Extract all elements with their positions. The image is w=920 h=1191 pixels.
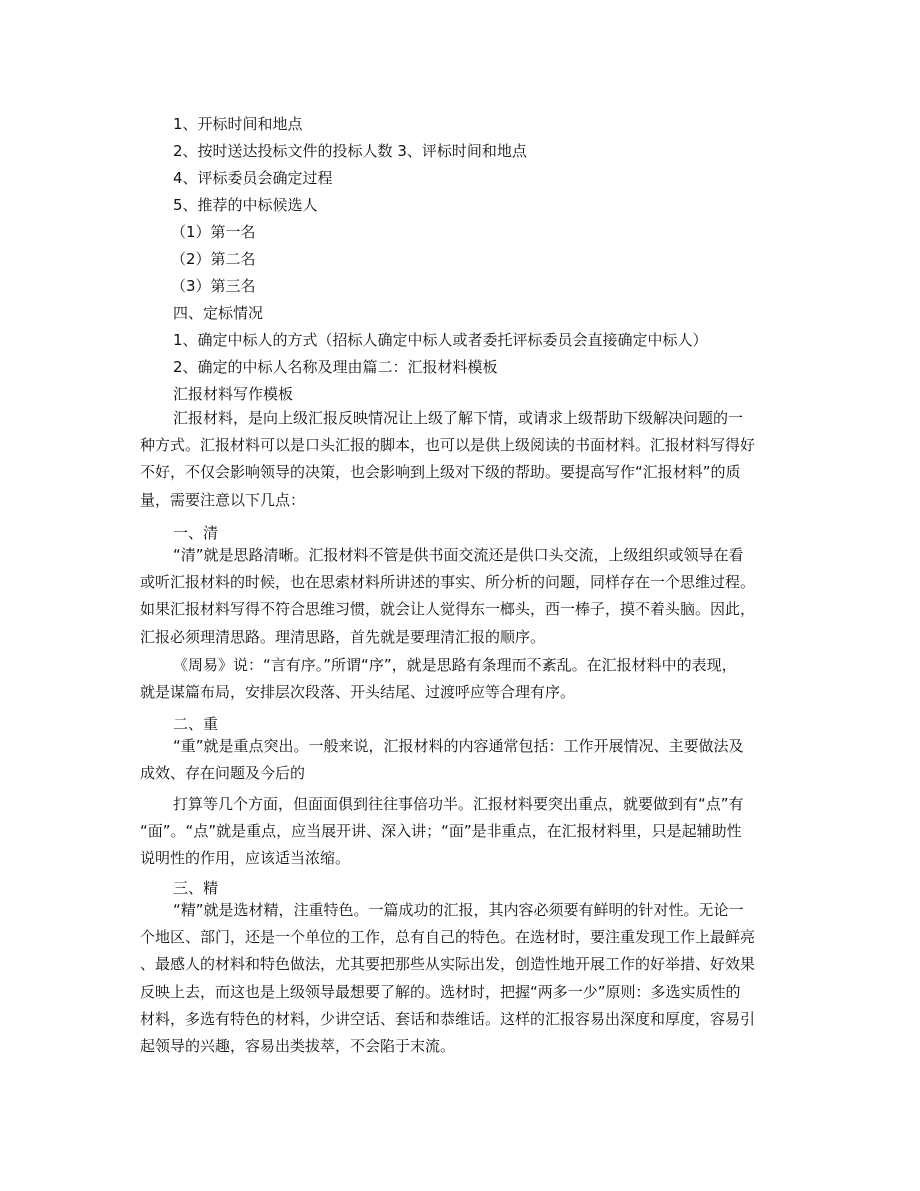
section-heading: 四、定标情况 xyxy=(173,304,264,322)
paragraph-line: 个地区、部门，还是一个单位的工作，总有自己的特色。在选材时，要注重发现工作上最鲜亮 xyxy=(140,928,756,947)
list-item: 2、确定的中标人名称及理由篇二：汇报材料模板 xyxy=(173,358,498,376)
paragraph-line: 如果汇报材料写得不符合思维习惯，就会让人觉得东一榔头，西一棒子，摸不着头脑。因此， xyxy=(140,600,756,619)
paragraph-line: “精”就是选材精，注重特色。一篇成功的汇报，其内容必须要有鲜明的针对性。无论一 xyxy=(173,901,744,919)
paragraph-line: 打算等几个方面，但面面俱到往往事倍功半。汇报材料要突出重点，就要做到有“点”有 xyxy=(173,795,744,813)
paragraph-line: 汇报材料，是向上级汇报反映情况让上级了解下情，或请求上级帮助下级解决问题的一 xyxy=(173,409,744,427)
paragraph-line: 、最感人的材料和特色做法，尤其要把那些从实际出发，创造性地开展工作的好举措、好效果 xyxy=(140,955,756,974)
section3-paragraph-1 xyxy=(140,897,790,1060)
list-item: 5、推荐的中标候选人 xyxy=(173,196,318,214)
intro-paragraph xyxy=(140,405,790,514)
section1-paragraph-2 xyxy=(140,652,790,706)
list-item: （1）第一名 xyxy=(171,223,256,241)
paragraph-line: 《周易》说：“言有序。”所谓“序”，就是思路有条理而不紊乱。在汇报材料中的表现， xyxy=(173,656,737,674)
section2-paragraph-2 xyxy=(140,791,790,873)
paragraph-line: “面”。“点”就是重点，应当展开讲、深入讲；“面”是非重点，在汇报材料里，只是起辅助性 xyxy=(140,822,742,841)
section2-paragraph-1 xyxy=(140,733,790,787)
paragraph-line: 或听汇报材料的时候，也在思索材料所讲述的事实、所分析的问题，同样存在一个思维过程。 xyxy=(140,573,756,592)
paragraph-line: 起领导的兴趣，容易出类拔萃，不会陷于末流。 xyxy=(140,1037,456,1056)
document-subtitle: 汇报材料写作模板 xyxy=(173,385,294,403)
paragraph-line: 材料，多选有特色的材料，少讲空话、套话和恭维话。这样的汇报容易出深度和厚度，容易引 xyxy=(140,1009,756,1028)
section-title: 三、精 xyxy=(173,879,219,897)
paragraph-line: “清”就是思路清晰。汇报材料不管是供书面交流还是供口头交流，上级组织或领导在看 xyxy=(173,546,744,564)
list-item: 2、按时送达投标文件的投标人数 3、评标时间和地点 xyxy=(173,142,527,160)
paragraph-line: 反映上去，而这也是上级领导最想要了解的。选材时，把握“两多一少”原则：多选实质性的 xyxy=(140,982,741,1001)
paragraph-line: 说明性的作用，应该适当浓缩。 xyxy=(140,849,351,868)
paragraph-line: 不好，不仅会影响领导的决策，也会影响到上级对下级的帮助。要提高写作“汇报材料”的质 xyxy=(140,463,741,482)
paragraph-line: 成效、存在问题及今后的 xyxy=(140,764,306,783)
section-title: 一、清 xyxy=(173,524,219,542)
section-title: 二、重 xyxy=(173,715,219,733)
list-item: 1、开标时间和地点 xyxy=(173,115,303,133)
paragraph-line: 种方式。汇报材料可以是口头汇报的脚本，也可以是供上级阅读的书面材料。汇报材料写得好 xyxy=(140,436,756,455)
paragraph-line: 就是谋篇布局，安排层次段落、开头结尾、过渡呼应等合理有序。 xyxy=(140,683,576,702)
list-item: （2）第二名 xyxy=(171,250,256,268)
paragraph-line: 汇报必须理清思路。理清思路，首先就是要理清汇报的顺序。 xyxy=(140,627,546,646)
section1-paragraph-1 xyxy=(140,542,790,651)
list-item: 1、确定中标人的方式（招标人确定中标人或者委托评标委员会直接确定中标人） xyxy=(173,331,708,349)
list-item: 4、评标委员会确定过程 xyxy=(173,169,333,187)
paragraph-line: “重”就是重点突出。一般来说，汇报材料的内容通常包括：工作开展情况、主要做法及 xyxy=(173,737,744,755)
paragraph-line: 量，需要注意以下几点： xyxy=(140,490,306,509)
list-item: （3）第三名 xyxy=(171,277,256,295)
